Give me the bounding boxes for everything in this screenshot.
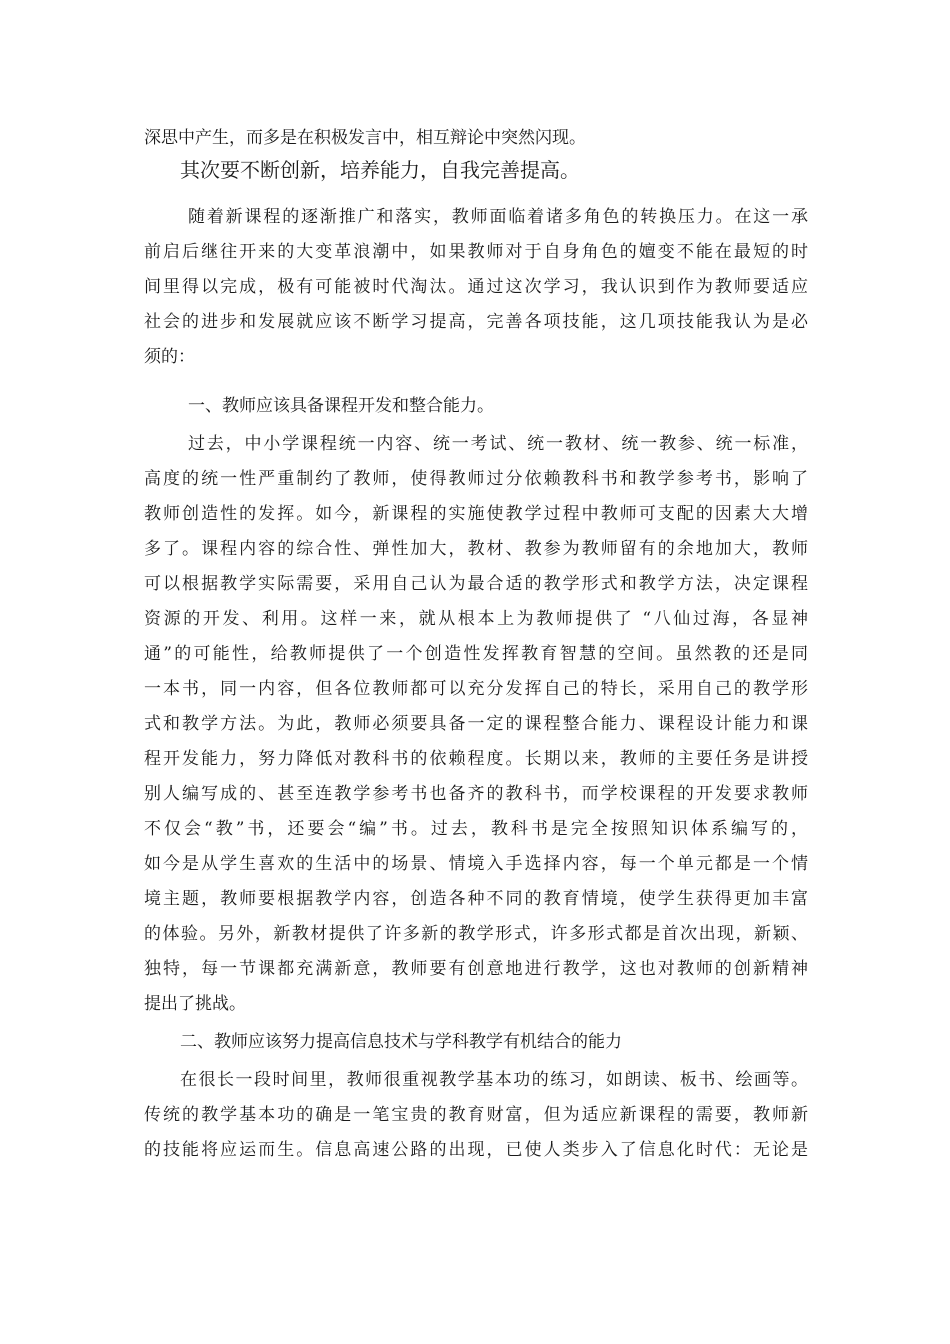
text-line: 在很长一段时间里，教师很重视教学基本功的练习，如朗读、板书、绘画等。	[180, 1070, 808, 1090]
text-line: 前启后继往开来的大变革浪潮中，如果教师对于自身角色的嬗变不能在最短的时	[144, 242, 808, 262]
text-line: 传统的教学基本功的确是一笔宝贵的教育财富，但为适应新课程的需要，教师新	[144, 1105, 808, 1125]
text-line: 式和教学方法。为此，教师必须要具备一定的课程整合能力、课程设计能力和课	[144, 714, 808, 734]
subsection-heading: 二、教师应该努力提高信息技术与学科教学有机结合的能力	[180, 1032, 622, 1052]
text-line: 过去，中小学课程统一内容、统一考试、统一教材、统一教参、统一标准，	[188, 434, 808, 454]
text-line: 境主题，教师要根据教学内容，创造各种不同的教育情境，使学生获得更加丰富	[144, 889, 808, 909]
text-line: 独特，每一节课都充满新意，教师要有创意地进行教学，这也对教师的创新精神	[144, 959, 808, 979]
text-line: 通”的可能性，给教师提供了一个创造性发挥教育智慧的空间。虽然教的还是同	[144, 644, 808, 664]
text-line: 深思中产生，而多是在积极发言中，相互辩论中突然闪现。	[144, 128, 586, 148]
text-line: 随着新课程的逐渐推广和落实，教师面临着诸多角色的转换压力。在这一承	[188, 207, 808, 227]
text-line: 须的：	[144, 347, 195, 367]
text-line: 资源的开发、利用。这样一来，就从根本上为教师提供了 “八仙过海，各显神	[144, 609, 808, 629]
subsection-heading: 一、教师应该具备课程开发和整合能力。	[188, 396, 494, 416]
text-line: 别人编写成的、甚至连教学参考书也备齐的教科书，而学校课程的开发要求教师	[144, 784, 808, 804]
text-line: 一本书，同一内容，但各位教师都可以充分发挥自己的特长，采用自己的教学形	[144, 679, 808, 699]
section-heading: 其次要不断创新，培养能力，自我完善提高。	[180, 158, 580, 182]
text-line: 提出了挑战。	[144, 994, 246, 1014]
text-line: 的技能将应运而生。信息高速公路的出现，已使人类步入了信息化时代：无论是	[144, 1140, 808, 1160]
text-line: 不仅会“教”书，还要会“编”书。过去，教科书是完全按照知识体系编写的，	[144, 819, 808, 839]
text-line: 程开发能力，努力降低对教科书的依赖程度。长期以来，教师的主要任务是讲授	[144, 749, 808, 769]
text-line: 如今是从学生喜欢的生活中的场景、情境入手选择内容，每一个单元都是一个情	[144, 854, 808, 874]
text-line: 多了。课程内容的综合性、弹性加大，教材、教参为教师留有的余地加大，教师	[144, 539, 808, 559]
text-line: 的体验。另外，新教材提供了许多新的教学形式，许多形式都是首次出现，新颖、	[144, 924, 808, 944]
text-line: 可以根据教学实际需要，采用自己认为最合适的教学形式和教学方法，决定课程	[144, 574, 808, 594]
text-line: 高度的统一性严重制约了教师，使得教师过分依赖教科书和教学参考书，影响了	[144, 469, 808, 489]
text-line: 社会的进步和发展就应该不断学习提高，完善各项技能，这几项技能我认为是必	[144, 312, 808, 332]
text-line: 间里得以完成，极有可能被时代淘汰。通过这次学习，我认识到作为教师要适应	[144, 277, 808, 297]
text-line: 教师创造性的发挥。如今，新课程的实施使教学过程中教师可支配的因素大大增	[144, 504, 808, 524]
